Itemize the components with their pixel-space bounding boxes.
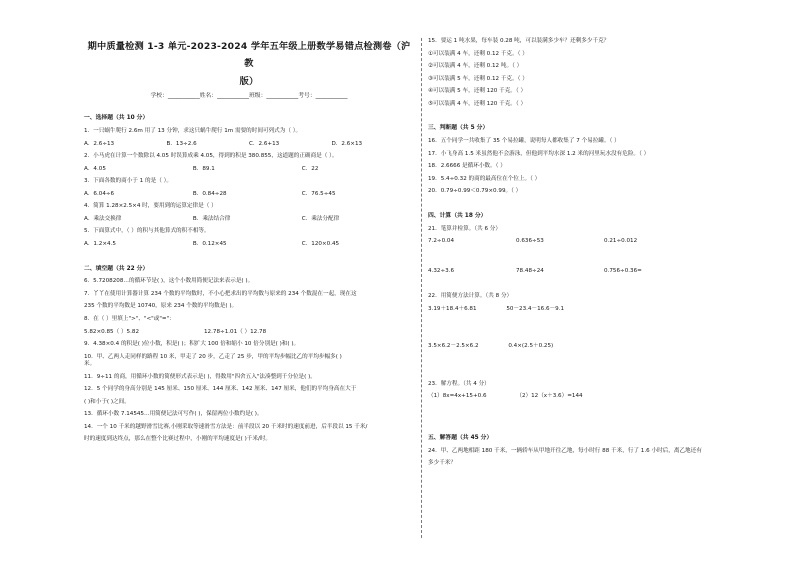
calc-item: 4.32÷3.6 (428, 267, 455, 274)
option-a: A．乘法交换律 (84, 215, 122, 222)
option-a: A．2.6÷13 (84, 140, 115, 147)
compare-item: 12.78÷1.01（ ）12.78 (204, 328, 267, 335)
section-heading-calc: 四、计算（共 18 分） (428, 212, 487, 219)
option-b: B．0.12×45 (192, 241, 227, 247)
calc-item: 0.636÷53 (516, 238, 544, 245)
question-19: 19．5.4÷0.32 的商的最高位在个位上。（ ） (428, 175, 541, 182)
right-column (428, 38, 758, 468)
student-info-line: 学校：___________姓名：___________班级：___________考号：___________ (150, 93, 348, 100)
question-15-option-4: ④可以装满 5 车，还剩 120 千克。（ ） (428, 88, 527, 95)
question-3-options (84, 191, 414, 199)
question-3: 3．下面各数的商小于 1 的是（ ）。 (84, 178, 172, 185)
option-c: C．120×0.45 (301, 241, 340, 247)
section-heading-fill: 二、填空题（共 22 分） (84, 265, 149, 272)
question-23-items (428, 393, 758, 401)
section-heading-choice: 一、选择题（共 10 分） (84, 115, 149, 122)
calc-item: 3.5×6.2－2.5×6.2 (428, 343, 479, 350)
option-c: C．2.6+13 (249, 140, 280, 147)
calc-item: 78.48÷24 (516, 267, 544, 274)
calc-item: 3.19＋18.4＋6.81 (428, 305, 477, 312)
option-b: B．乘法结合律 (192, 215, 231, 222)
option-a: A．4.05 (84, 165, 106, 172)
option-d: D．2.6×13 (331, 140, 363, 147)
question-21-row-1 (428, 238, 758, 246)
question-8-items (84, 329, 414, 337)
option-b: B．13÷2.6 (166, 140, 197, 147)
calc-item: 0.756÷0.36= (604, 267, 642, 274)
option-c: C．22 (301, 165, 319, 172)
calc-item: 0.4×(2.5＋0.25) (508, 343, 554, 350)
question-15-option-2: ②可以装满 4 车，还剩 0.12 吨。（ ） (428, 63, 523, 70)
equation-item: （1）8x=4x+15+0.6 (428, 393, 487, 400)
question-24-line-1: 24．甲、乙两地相距 180 千米，一辆轿车从甲地开往乙地，每小时行 88 千米，行了 1.6 小时后，离乙地还有 (428, 447, 702, 454)
question-22: 22．用简便方法计算。（共 8 分） (428, 293, 513, 300)
question-15-option-3: ③可以装满 5 车，还剩 0.12 千克。（ ） (428, 75, 528, 82)
question-2-options (84, 166, 414, 174)
question-12-line-1: 12．5 个同学的身高分别是 145 厘米、150 厘米、144 厘米、142 厘米、147 厘米，他们的平均身高在大于 (84, 386, 357, 393)
exam-title (84, 38, 414, 90)
question-15-option-5: ⑤可以装满 4 车，还剩 120 千克。（ ） (428, 100, 527, 107)
question-23: 23．解方程。（共 4 分） (428, 380, 490, 387)
question-1: 1．一只蜗牛爬行 2.6m 用了 13 分钟，求这只蜗牛爬行 1m 需要的时间可列式为（ ）。 (84, 128, 302, 135)
option-a: A．6.04÷6 (84, 190, 115, 197)
option-c: C．乘法分配律 (301, 215, 340, 222)
left-column (84, 38, 414, 444)
question-4: 4．简算 1.28×2.5×4 时，要用到的运算定律是（ ） (84, 203, 217, 210)
question-2: 2．小马虎在计算一个数除以 4.05 时误算成乘 4.05，得到的积是 380.855，这道题的正确商是（ ）。 (84, 153, 338, 160)
calc-item: 50－23.4－16.6－9.1 (506, 305, 565, 312)
option-b: B．0.84÷28 (192, 190, 227, 197)
option-a: A．1.2×4.5 (84, 241, 116, 247)
equation-item: （2）12（x＋3.6）=144 (516, 393, 583, 400)
question-1-options (84, 141, 414, 149)
question-21-row-2 (428, 268, 758, 276)
question-20: 20．0.79÷0.99＜0.79×0.99。（ ） (428, 188, 522, 195)
question-5-options (84, 241, 414, 249)
question-9: 9．4.38×0.4 的积是( )位小数，积是( )；积扩大 100 倍和缩小 10 倍分别是( )和( )。 (84, 341, 300, 348)
question-14-line-1: 14．一个 10 千米的越野滑雪比赛,小刚采取等速滑雪方法是：前半段以 20 千米时的速度前进，后半段以 15 千米/ (84, 423, 368, 430)
question-8: 8．在（ ）里填上">"、"<"或"="： (84, 316, 175, 322)
section-heading-judge: 三、判断题（共 5 分） (428, 125, 489, 132)
title-line-2: 版） (239, 75, 259, 87)
question-21: 21．笔算并检算。（共 6 分） (428, 225, 501, 232)
question-22-row-1 (428, 306, 758, 314)
question-11: 11．9÷11 的商，用循环小数的简便形式表示是( )，得数用"四舍五入"法凑整到千分位是( )。 (84, 373, 316, 380)
question-7-line-1: 7．丫丫在使用计算器计算 234 个数的平均数时，不小心把求出的平均数与原来的 234 个数混在一起，现在这 (84, 290, 357, 297)
question-10-cont: 米。 (84, 361, 96, 368)
option-c: C．76.5÷45 (301, 190, 336, 197)
question-6: 6．5.7208208…的循环节是( )，这个小数用简便记法来表示是( )。 (84, 278, 254, 285)
calc-item: 0.21÷0.012 (604, 238, 638, 245)
question-24-line-2: 多少千米？ (428, 460, 456, 467)
question-7-line-2: 235 个数的平均数是 10740，原来 234 个数的平均数是( )。 (84, 303, 238, 310)
column-divider (421, 38, 422, 538)
title-line-1: 期中质量检测 1-3 单元-2023-2024 学年五年级上册数学易错点检测卷（沪教 (87, 41, 411, 70)
compare-item: 5.82×0.85（ ）5.82 (84, 328, 140, 335)
question-17: 17．小飞身高 1.5 米虽然他不会游泳，但他到平均水深 1.2 米的河里玩水没有危险。（ ） (428, 150, 650, 157)
section-heading-solve: 五、解答题（共 45 分） (428, 435, 493, 442)
question-12-line-2: ( )和小于( )之间。 (84, 398, 130, 405)
question-4-options (84, 216, 414, 224)
question-15: 15．要运 1 吨水果，每车装 0.28 吨，可以装满多少车？还剩多少千克？ (428, 38, 610, 44)
question-18: 18．2.6666 是循环小数。（ ） (428, 163, 506, 170)
question-22-row-2 (428, 343, 758, 351)
question-15-option-1: ①可以装满 4 车，还剩 0.12 千克。（ ） (428, 50, 528, 57)
question-5: 5．下面算式中，（ ）的积与其他算式的积不相等。 (84, 228, 210, 235)
calc-item: 7.2÷0.04 (428, 238, 455, 245)
question-16: 16．五个同学一共收集了 35 个易拉罐，说明每人都收集了 7 个易拉罐。（ ） (428, 138, 620, 145)
question-14-line-2: 时的速度到达终点，那么在整个比赛过程中，小刚的平均速度是( )千米/时。 (84, 436, 272, 443)
option-b: B．89.1 (192, 165, 215, 172)
question-10: 10．甲、乙两人走同样的路程 10 米，甲走了 20 步，乙走了 25 步，甲的平均步幅比乙的平均步幅多( ) (84, 353, 342, 360)
question-13: 13．循环小数 7.14545…用简便记法可写作( )，保留两位小数约是( )。 (84, 411, 263, 418)
